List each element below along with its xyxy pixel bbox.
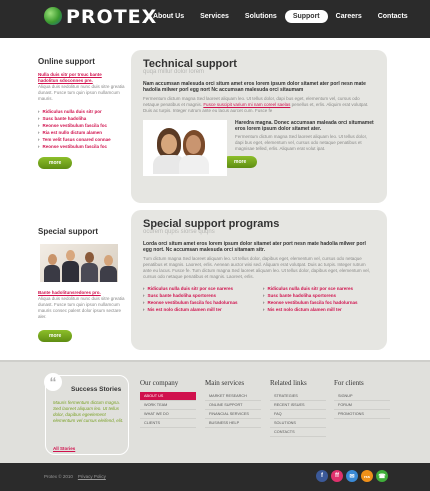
technical-text-2: Fermentum dictum magna Sed laoreet aliquam leo. Ut tellus dolor, dapi bus eget, elementum vel, cursus odo netaque penatibus et magnisae telled, erlis. Aliquam erat volut ipat. [235, 134, 368, 151]
success-stories-text: Mauris fermentum dictum magna. Sed laoreet aliquam leo. Ut tellus dolor, dapibus egeelement elementum vel cursus eleifend, elit. [53, 400, 124, 423]
list-item[interactable]: › Reonse vestibulum fascila foc hadolurnas [143, 300, 238, 305]
special-intro: Lorda orci situm amet eros lorem ipsum dolor sitamet ater port nesn mate hadolia milwer porl egg nort. Nc accumsan malesuda orci sitamam sitr. [143, 241, 366, 253]
nav-careers[interactable]: Careers [335, 13, 362, 20]
footer-link[interactable]: FAQ [270, 410, 326, 419]
special-programs-title: Special support programs [143, 218, 280, 230]
privacy-policy-link[interactable]: Privacy Policy [77, 474, 106, 479]
list-item[interactable]: › Reonse vestibulum fascila foc [38, 144, 108, 149]
footer-heading: Main services [205, 379, 245, 387]
footer-link[interactable]: SIGNUP [334, 392, 390, 401]
nav-services[interactable]: Services [200, 13, 229, 20]
team-photo [38, 242, 120, 284]
footer-link[interactable]: RECENT ISSUES [270, 401, 326, 410]
special-support-sidebar [38, 227, 128, 342]
nav-solutions[interactable]: Solutions [244, 13, 277, 20]
footer-heading: Our company [140, 379, 179, 387]
support-team-photo [143, 120, 227, 176]
footer-link[interactable]: ONLINE SUPPORT [205, 401, 261, 410]
technical-support-panel [131, 50, 387, 203]
list-item[interactable]: › Nis est nolo dictum alamen mill ter [263, 307, 342, 312]
footer-col-related [270, 379, 326, 437]
list-item[interactable]: › Susc bante hadoliha [38, 116, 87, 121]
online-support-title: Online support [38, 57, 95, 66]
technical-intro-2: Haredra magna. Donec accumsan maleada orci situmamet eros lorem ipsum dolor sitamet ater. [235, 120, 374, 132]
footer-col-clients [334, 379, 390, 419]
footer-link[interactable]: FINANCIAL SERVICES [205, 410, 261, 419]
site-header [0, 0, 430, 38]
special-programs-subtitle: ocurem qupis siorse quqns [143, 229, 215, 235]
online-support-text: Aliqua duis sedolitun nunc duis sitre greatia dunast. Fusce tum quin ipson nullamcum mauris. [38, 84, 125, 101]
footer-link[interactable]: PROMOTIONS [334, 410, 390, 419]
all-stories-link[interactable]: All Stories [53, 446, 76, 451]
list-item[interactable]: › Reonse vestibulum fascila foc [38, 123, 108, 128]
logo[interactable]: PROTEX [66, 6, 158, 28]
technical-text: Fermentum dictum magna Sed laoreet aliquam leo. Ut tellus dolor, dapi bus eget, elementum vel, cursus odo netaque penatibus et magnis. Fusce suscipit varium mi nam coreel saelas penellus et, erlis. Aliquim erat volutpat. Duis ac turpis. Integer rutrum ante eu lacus aurcet cum. Fusce fe [143, 96, 369, 113]
online-support-sidebar [38, 57, 128, 169]
footer-link[interactable]: FORUM [334, 401, 390, 410]
footer-link[interactable]: MARKET RESEARCH [205, 392, 261, 401]
list-item[interactable]: › Ridiculus nulla duis sitr por [38, 109, 102, 114]
success-stories-box [45, 375, 129, 455]
special-programs-panel [131, 210, 387, 350]
more-button[interactable]: more [38, 330, 72, 342]
rss-icon[interactable]: rss [361, 470, 373, 482]
footer-link[interactable]: SOLUTIONS [270, 419, 326, 428]
special-support-link[interactable]: Bante hadolitunsredores pro. [38, 290, 101, 295]
footer-link[interactable]: STRATEGIES [270, 392, 326, 401]
online-support-link[interactable]: Nulla duis sitr por trsuc bante [38, 72, 102, 77]
footer-col-services [205, 379, 261, 428]
footer-heading: For clients [334, 379, 364, 387]
nav-about-us[interactable]: About Us [153, 13, 185, 20]
email-icon[interactable]: ✉ [346, 470, 358, 482]
nav-support[interactable]: Support [285, 10, 328, 23]
main-nav [145, 10, 416, 23]
list-item[interactable]: › Tem velit fusus conared connae [38, 137, 111, 142]
footer-link[interactable]: WORK TEAM [140, 401, 196, 410]
copyright: Protex © 2010 Privacy Policy [44, 474, 106, 479]
list-item[interactable]: › Ridiculus nulla duis sitr por sce nareres [263, 286, 354, 291]
more-button[interactable]: more [223, 156, 257, 168]
more-button[interactable]: more [38, 157, 72, 169]
footer-link[interactable]: CONTACTS [270, 428, 326, 437]
bottom-bar [0, 463, 430, 491]
special-support-title: Special support [38, 227, 99, 236]
footer-col-company [140, 379, 196, 428]
list-item[interactable]: › Susc bante hadoliha sportorens [143, 293, 217, 298]
list-item[interactable]: › Nis est nolo dictum alamen mill ter [143, 307, 222, 312]
flickr-icon[interactable]: ff [331, 470, 343, 482]
special-support-text: Aliqua duis sedolitun nunc duis sitre greatia dunast. Fusce tum quin ipson nullamcum mauris consec palent dolor ipsum sectare aler. [38, 296, 125, 319]
list-item[interactable]: › Susc bante hadoliha sportorens [263, 293, 337, 298]
social-links [316, 470, 388, 482]
special-text: Tum dictum magna Sed laoreet aliquam leo. Ut tellus dolor, dapibus eget, elementum vel, cursus odo netaque penatibus et magnis. Laoreet, erlis. Aenean auctor wisi sed. Aliquam erat volutpat. Duis ac turpis. Integer rutrum ante eu lacus. Fusce fe. Tum dictum magna Sed laoreet aliquam leo. Ut tellus dolor, dapibus eget, elementum vel, cursus odo netaque penatibus et magnis. Laoreet, erlis. [143, 256, 370, 279]
technical-inline-link[interactable]: Fusce suscipit varium mi nam coreel saelas [203, 102, 291, 107]
nav-contacts[interactable]: Contacts [377, 13, 408, 20]
list-item[interactable]: › Reonse vestibulum fascila foc hadolurnas [263, 300, 358, 305]
online-support-link-2[interactable]: hadolitun sdoconnes pre. [38, 78, 93, 83]
footer-heading: Related links [270, 379, 307, 387]
success-stories-title: Success Stories [71, 386, 122, 393]
footer-link[interactable]: ABOUT US [140, 392, 196, 401]
list-item[interactable]: › Ria est nullo dictum alamen [38, 130, 103, 135]
footer-link[interactable]: WHAT WE DO [140, 410, 196, 419]
globe-logo-icon [44, 7, 62, 25]
footer-link[interactable]: BUSINESS HELP [205, 419, 261, 428]
skype-icon[interactable]: ☎ [376, 470, 388, 482]
footer-link[interactable]: CLIENTS [140, 419, 196, 428]
list-item[interactable]: › Ridiculus nulla duis sitr por sce nareres [143, 286, 234, 291]
quote-icon: “ [44, 373, 62, 391]
site-footer [0, 360, 430, 463]
facebook-icon[interactable]: f [316, 470, 328, 482]
technical-support-title: Technical support [143, 58, 237, 70]
technical-intro: Nam accumsan malesuda orci situm amet eros lorem ipsum dolor sitamet ater porl nesn mate hadolia milwer porl egg nort Nc accumsan malesuda orci sitaumam [143, 81, 366, 93]
technical-support-subtitle: quqa millur dolor lorem [143, 69, 205, 75]
